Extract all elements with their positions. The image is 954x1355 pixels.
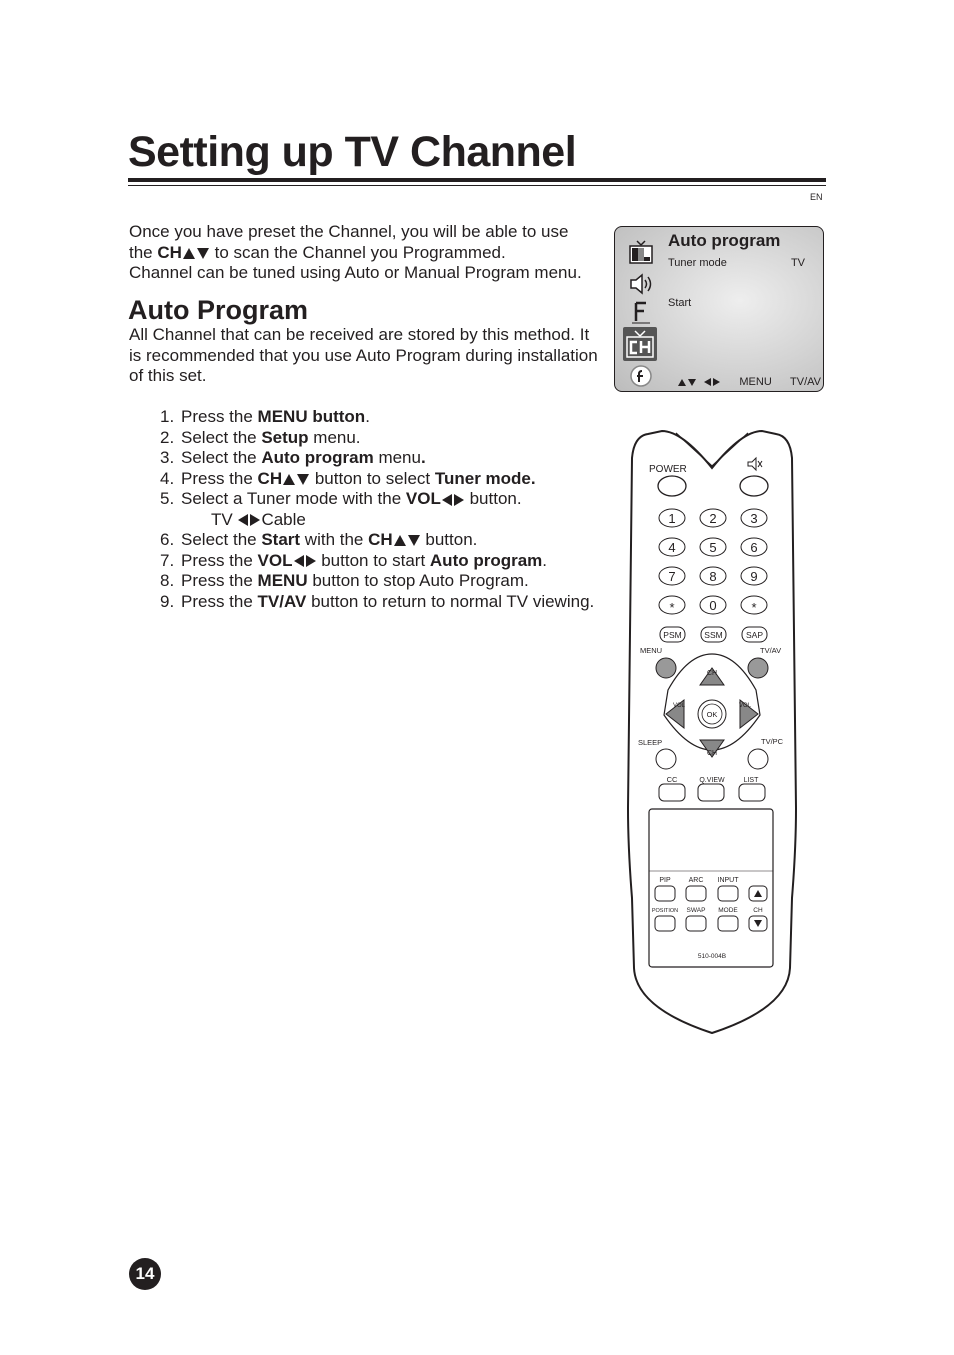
qview-label: Q.VIEW [699,777,725,784]
list-item: 4. Press the CH button to select Tuner mode. [160,468,536,488]
input-button [718,886,738,901]
tvav-label: TV/AV [760,646,782,655]
digit-3: 3 [750,511,758,526]
picture-icon [626,237,656,267]
list-item: 1. Press the MENU button. [160,407,370,426]
menu-label: MENU [640,646,663,655]
swap-label: SWAP [686,907,706,914]
arc-button [686,886,706,901]
digit-9: 9 [750,569,758,584]
list-item: 3. Select the Auto program menu. [160,448,426,467]
sap-button: SAP [745,630,764,640]
swap-button [686,916,706,931]
pip-button [655,886,675,901]
osd-sidebar [615,227,665,391]
digit-2: 2 [709,511,717,526]
digit-7: 7 [668,569,676,584]
pip-label: PIP [659,877,671,884]
title-rule-thin [128,185,826,186]
osd-tuner-mode-value: TV [790,257,805,269]
right-arrow-icon [454,494,464,506]
section-heading: Auto Program [128,295,309,325]
osd-tvav-hint: TV/AV [790,376,821,388]
info-icon [626,361,656,391]
page-title: Setting up TV Channel [128,128,577,176]
ch-small-label: CH [753,907,763,914]
list-label: LIST [743,777,759,784]
up-arrow-icon [183,248,195,259]
osd-menu-illustration [614,226,824,392]
digit-5: 5 [709,540,717,555]
list-item: 5. Select a Tuner mode with the VOL button. TV Cable [160,489,522,529]
remote-control-illustration [624,428,804,1040]
down-arrow-icon [688,379,696,386]
list-button [739,784,765,801]
osd-footer [677,376,821,388]
sound-icon [626,269,656,299]
menu-button [656,658,676,678]
up-arrow-icon [678,379,686,386]
tvav-button [748,658,768,678]
up-arrow-icon [283,474,295,485]
ok-label: OK [706,710,718,719]
position-button [655,916,675,931]
arc-label: ARC [688,877,704,884]
section-paragraph: All Channel that can be received are stored by this method. It is recommended that you use Auto Program during installation of this set. [129,325,598,385]
list-item: 9. Press the TV/AV button to return to normal TV viewing. [160,591,595,611]
channel-icon [623,327,657,361]
tvpc-label: TV/PC [761,737,784,746]
steps-list [160,407,620,612]
language-tag: EN [810,192,823,202]
list-item: 7. Press the VOL button to start Auto program. [160,550,548,570]
digit-8: 8 [709,569,717,584]
mode-button [718,916,738,931]
position-label: POSITION [651,908,679,914]
digit-6: 6 [750,540,758,555]
down-arrow-icon [408,535,420,546]
qview-button [698,784,724,801]
intro-paragraph: Once you have preset the Channel, you will be able to use the CH to scan the Channel you Programmed. Channel can be tuned using Auto or Manual Program menu. [129,222,582,282]
osd-menu-hint: MENU [739,376,772,388]
sleep-button [656,749,676,769]
tvpc-button [748,749,768,769]
list-item: 8. Press the MENU button to stop Auto Program. [160,571,529,590]
sleep-label: SLEEP [638,738,663,747]
ch-up-label: CH [706,670,718,677]
star-key-right: * [751,600,757,615]
digit-1: 1 [668,511,676,526]
psm-button: PSM [663,630,682,640]
input-label: INPUT [717,877,739,884]
left-arrow-icon [294,555,304,567]
left-arrow-icon [704,378,711,386]
page-number: 14 [129,1258,161,1290]
cc-label: CC [666,775,678,784]
left-arrow-icon [238,514,248,526]
digit-4: 4 [668,540,676,555]
ch-down-label: CH [706,750,718,757]
digit-0: 0 [709,598,717,613]
osd-nav-arrows [677,376,721,388]
down-arrow-icon [197,248,209,259]
star-key-left: * [669,600,675,615]
ssm-button: SSM [704,630,723,640]
power-button [658,476,686,496]
up-arrow-icon [394,535,406,546]
left-arrow-icon [442,494,452,506]
right-arrow-icon [306,555,316,567]
title-rule [128,178,826,182]
right-arrow-icon [250,514,260,526]
cc-button [659,784,685,801]
down-arrow-icon [297,474,309,485]
vol-left-label: VOL [672,703,686,709]
list-item: 2. Select the Setup menu. [160,427,361,447]
vol-right-label: VOL [738,703,752,709]
osd-start-label: Start [668,297,692,309]
osd-title: Auto program [668,231,781,250]
feature-icon [626,297,656,327]
power-label: POWER [649,464,687,475]
right-arrow-icon [713,378,720,386]
list-item: 6. Select the Start with the CH button. [160,530,478,549]
mode-label: MODE [718,907,738,914]
osd-tuner-mode-label: Tuner mode [668,257,727,269]
model-number: 510-004B [697,953,727,960]
mute-button [740,476,768,496]
